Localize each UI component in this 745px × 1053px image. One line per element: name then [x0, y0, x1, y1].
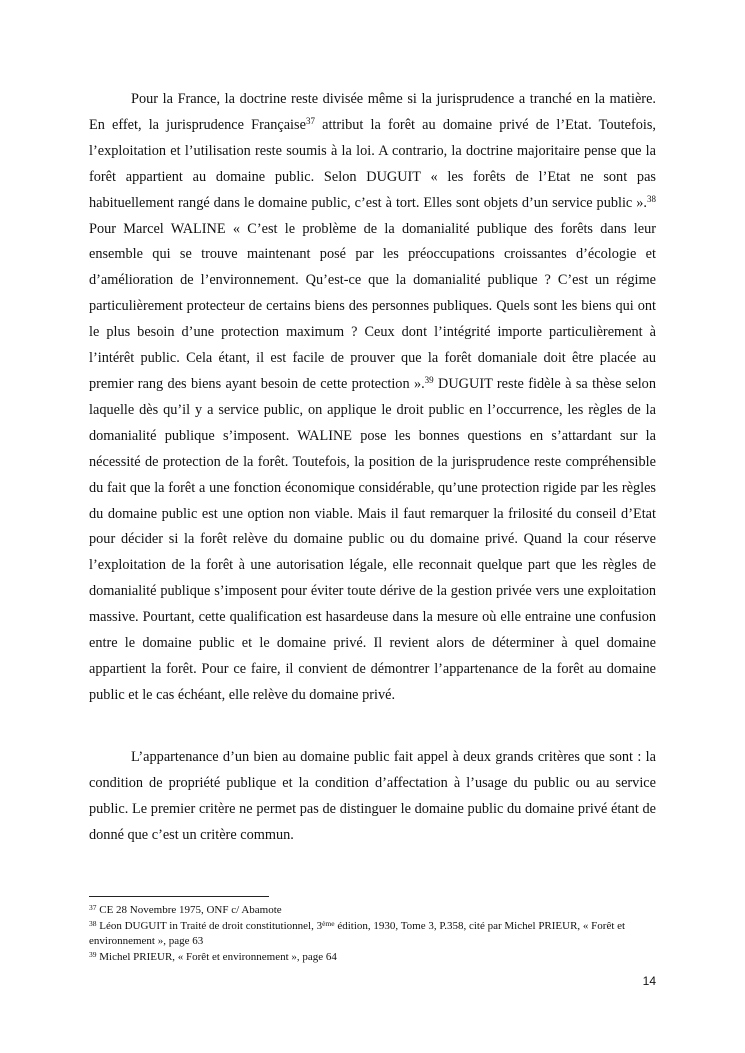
paragraph-1-text-d: DUGUIT reste fidèle à sa thèse selon laquelle dès qu’il y a service public, on applique le droit public en l’occurrence, les règles de la domanialité publique s’imposent. WALINE pose les bonnes questions en s’attardant sur la nécessité de protection de la forêt. Toutefois, la position de la jurisprudence reste compréhensible du fait que la forêt a une fonction économique considérable, qu’une protection rigide par les règles du domaine public est une option non viable. Mais il faut remarquer la frilosité du conseil d’Etat pour décider si la forêt relève du domaine public ou du domaine privé. Quand la cour réserve l’exploitation de la forêt à une autorisation légale, elle reconnait quelque part que les règles de domanialité publique s’imposent pour éviter toute dérive de la gestion privée vers une exploitation massive. Pourtant, cette qualification est hasardeuse dans la mesure où elle entraine une confusion entre le domaine public et le domaine privé. Il revient alors de déterminer à quel domaine appartient la forêt. Pour ce faire, il convient de démontrer l’appartenance de la forêt au domaine public et le cas échéant, elle relève du domaine privé. — [89, 375, 656, 703]
footnote-ref-38[interactable]: 38 — [647, 193, 656, 204]
footnote-39-number: 39 — [89, 949, 97, 959]
paragraph-2-text: L’appartenance d’un bien au domaine public fait appel à deux grands critères que sont : la condition de propriété publique et la condition d’affectation à l’usage du public ou au service public. Le premier critère ne permet pas de distinguer le domaine public du domaine privé étant de donné que c’est un critère commun. — [89, 749, 656, 843]
footnote-38 — [89, 919, 656, 950]
paragraph-1-text-b: attribut la forêt au domaine privé de l’Etat. Toutefois, l’exploitation et l’utilisation reste soumis à la loi. A contrario, la doctrine majoritaire pense que la forêt appartient au domaine public. Selon DUGUIT « les forêts de l’Etat ne sont pas habituellement rangé dans le domaine public, c’est à tort. Elles sont objets d’un service public ». — [89, 116, 656, 211]
paragraph-1-text-a: Pour la France, la doctrine reste divisée même si la jurisprudence a tranché en la matière. En effet, la jurisprudence Française — [89, 91, 656, 133]
footnote-39-text: Michel PRIEUR, « Forêt et environnement », page 64 — [96, 950, 337, 963]
footnote-37-text: CE 28 Novembre 1975, ONF c/ Abamote — [96, 904, 282, 916]
footnote-37-number: 37 — [89, 903, 97, 912]
footnote-ref-39[interactable]: 39 — [424, 374, 434, 385]
footnote-38-number: 38 — [89, 918, 97, 928]
footnotes — [89, 903, 656, 965]
page-number: 14 — [642, 974, 656, 988]
footnote-38-text-a: Léon DUGUIT in Traité de droit constitutionnel, 3 — [96, 919, 323, 932]
footnote-ref-37[interactable]: 37 — [305, 115, 315, 126]
footnote-37 — [89, 903, 656, 919]
paragraph-2 — [89, 745, 656, 849]
footnote-separator — [89, 896, 269, 897]
footnote-39 — [89, 950, 656, 966]
footnote-38-superscript: ème — [322, 918, 335, 928]
paragraph-1 — [89, 87, 656, 709]
footnote-38-text-b: édition, 1930, Tome 3, P.358, cité par Michel PRIEUR, « Forêt et environnement », page 63 — [89, 919, 626, 947]
paragraph-1-text-c: Pour Marcel WALINE « C’est le problème de la domanialité publique des forêts dans leur ensemble qui se trouve maintenant posé par les préoccupations croissantes d’écologie et d’amélioration de l’environnement. Qu’est-ce que la domanialité publique ? C’est un régime particulièrement protecteur de certains biens des personnes publiques. Quels sont les biens qui ont le plus besoin d’une protection maximum ? Ceux dont l’intégrité importe particulièrement à l’intérêt public. Cela étant, il est facile de prouver que la forêt domaniale doit être placée au premier rang des biens ayant besoin de cette protection ». — [89, 220, 656, 392]
